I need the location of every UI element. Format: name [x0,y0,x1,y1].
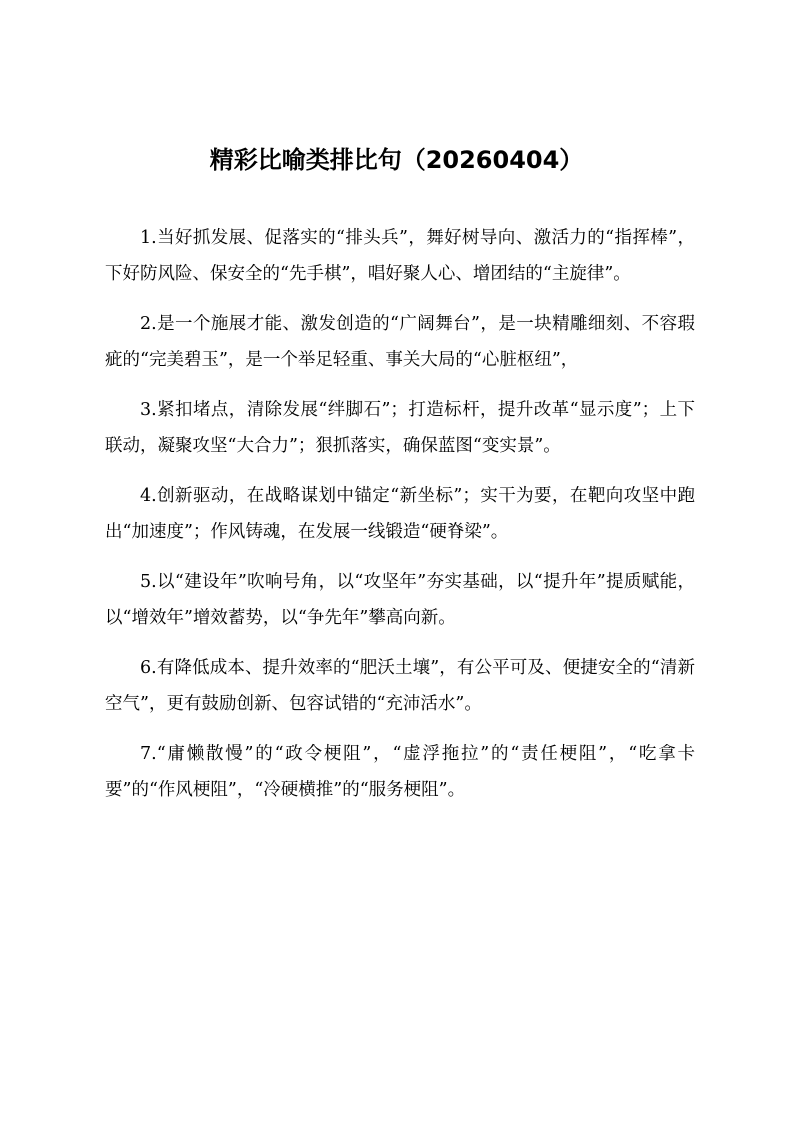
document-title: 精彩比喻类排比句（20260404） [209,146,584,174]
paragraph-3: 3.紧扣堵点，清除发展“绊脚石”；打造标杆，提升改革“显示度”；上下联动，凝聚攻坚“大合力”；狠抓落实，确保蓝图“变实景”。 [105,400,695,456]
document-body [105,220,695,822]
paragraph-4: 4.创新驱动，在战略谋划中锚定“新坐标”；实干为要，在靶向攻坚中跑出“加速度”；作风铸魂，在发展一线锻造“硬脊梁”。 [105,486,695,542]
paragraph-2: 2.是一个施展才能、激发创造的“广阔舞台”，是一块精雕细刻、不容瑕疵的“完美碧玉”，是一个举足轻重、事关大局的“心脏枢纽”， [105,314,695,370]
paragraph-7: 7.“庸懒散慢”的“政令梗阻”，“虚浮拖拉”的“责任梗阻”，“吃拿卡要”的“作风梗阻”，“冷硬横推”的“服务梗阻”。 [105,744,695,800]
paragraph-1: 1.当好抓发展、促落实的“排头兵”，舞好树导向、激活力的“指挥棒”，下好防风险、保安全的“先手棋”，唱好聚人心、增团结的“主旋律”。 [105,228,695,284]
paragraph-6: 6.有降低成本、提升效率的“肥沃土壤”，有公平可及、便捷安全的“清新空气”，更有鼓励创新、包容试错的“充沛活水”。 [105,658,695,714]
paragraph-5: 5.以“建设年”吹响号角，以“攻坚年”夯实基础，以“提升年”提质赋能，以“增效年”增效蓄势，以“争先年”攀高向新。 [105,572,695,628]
